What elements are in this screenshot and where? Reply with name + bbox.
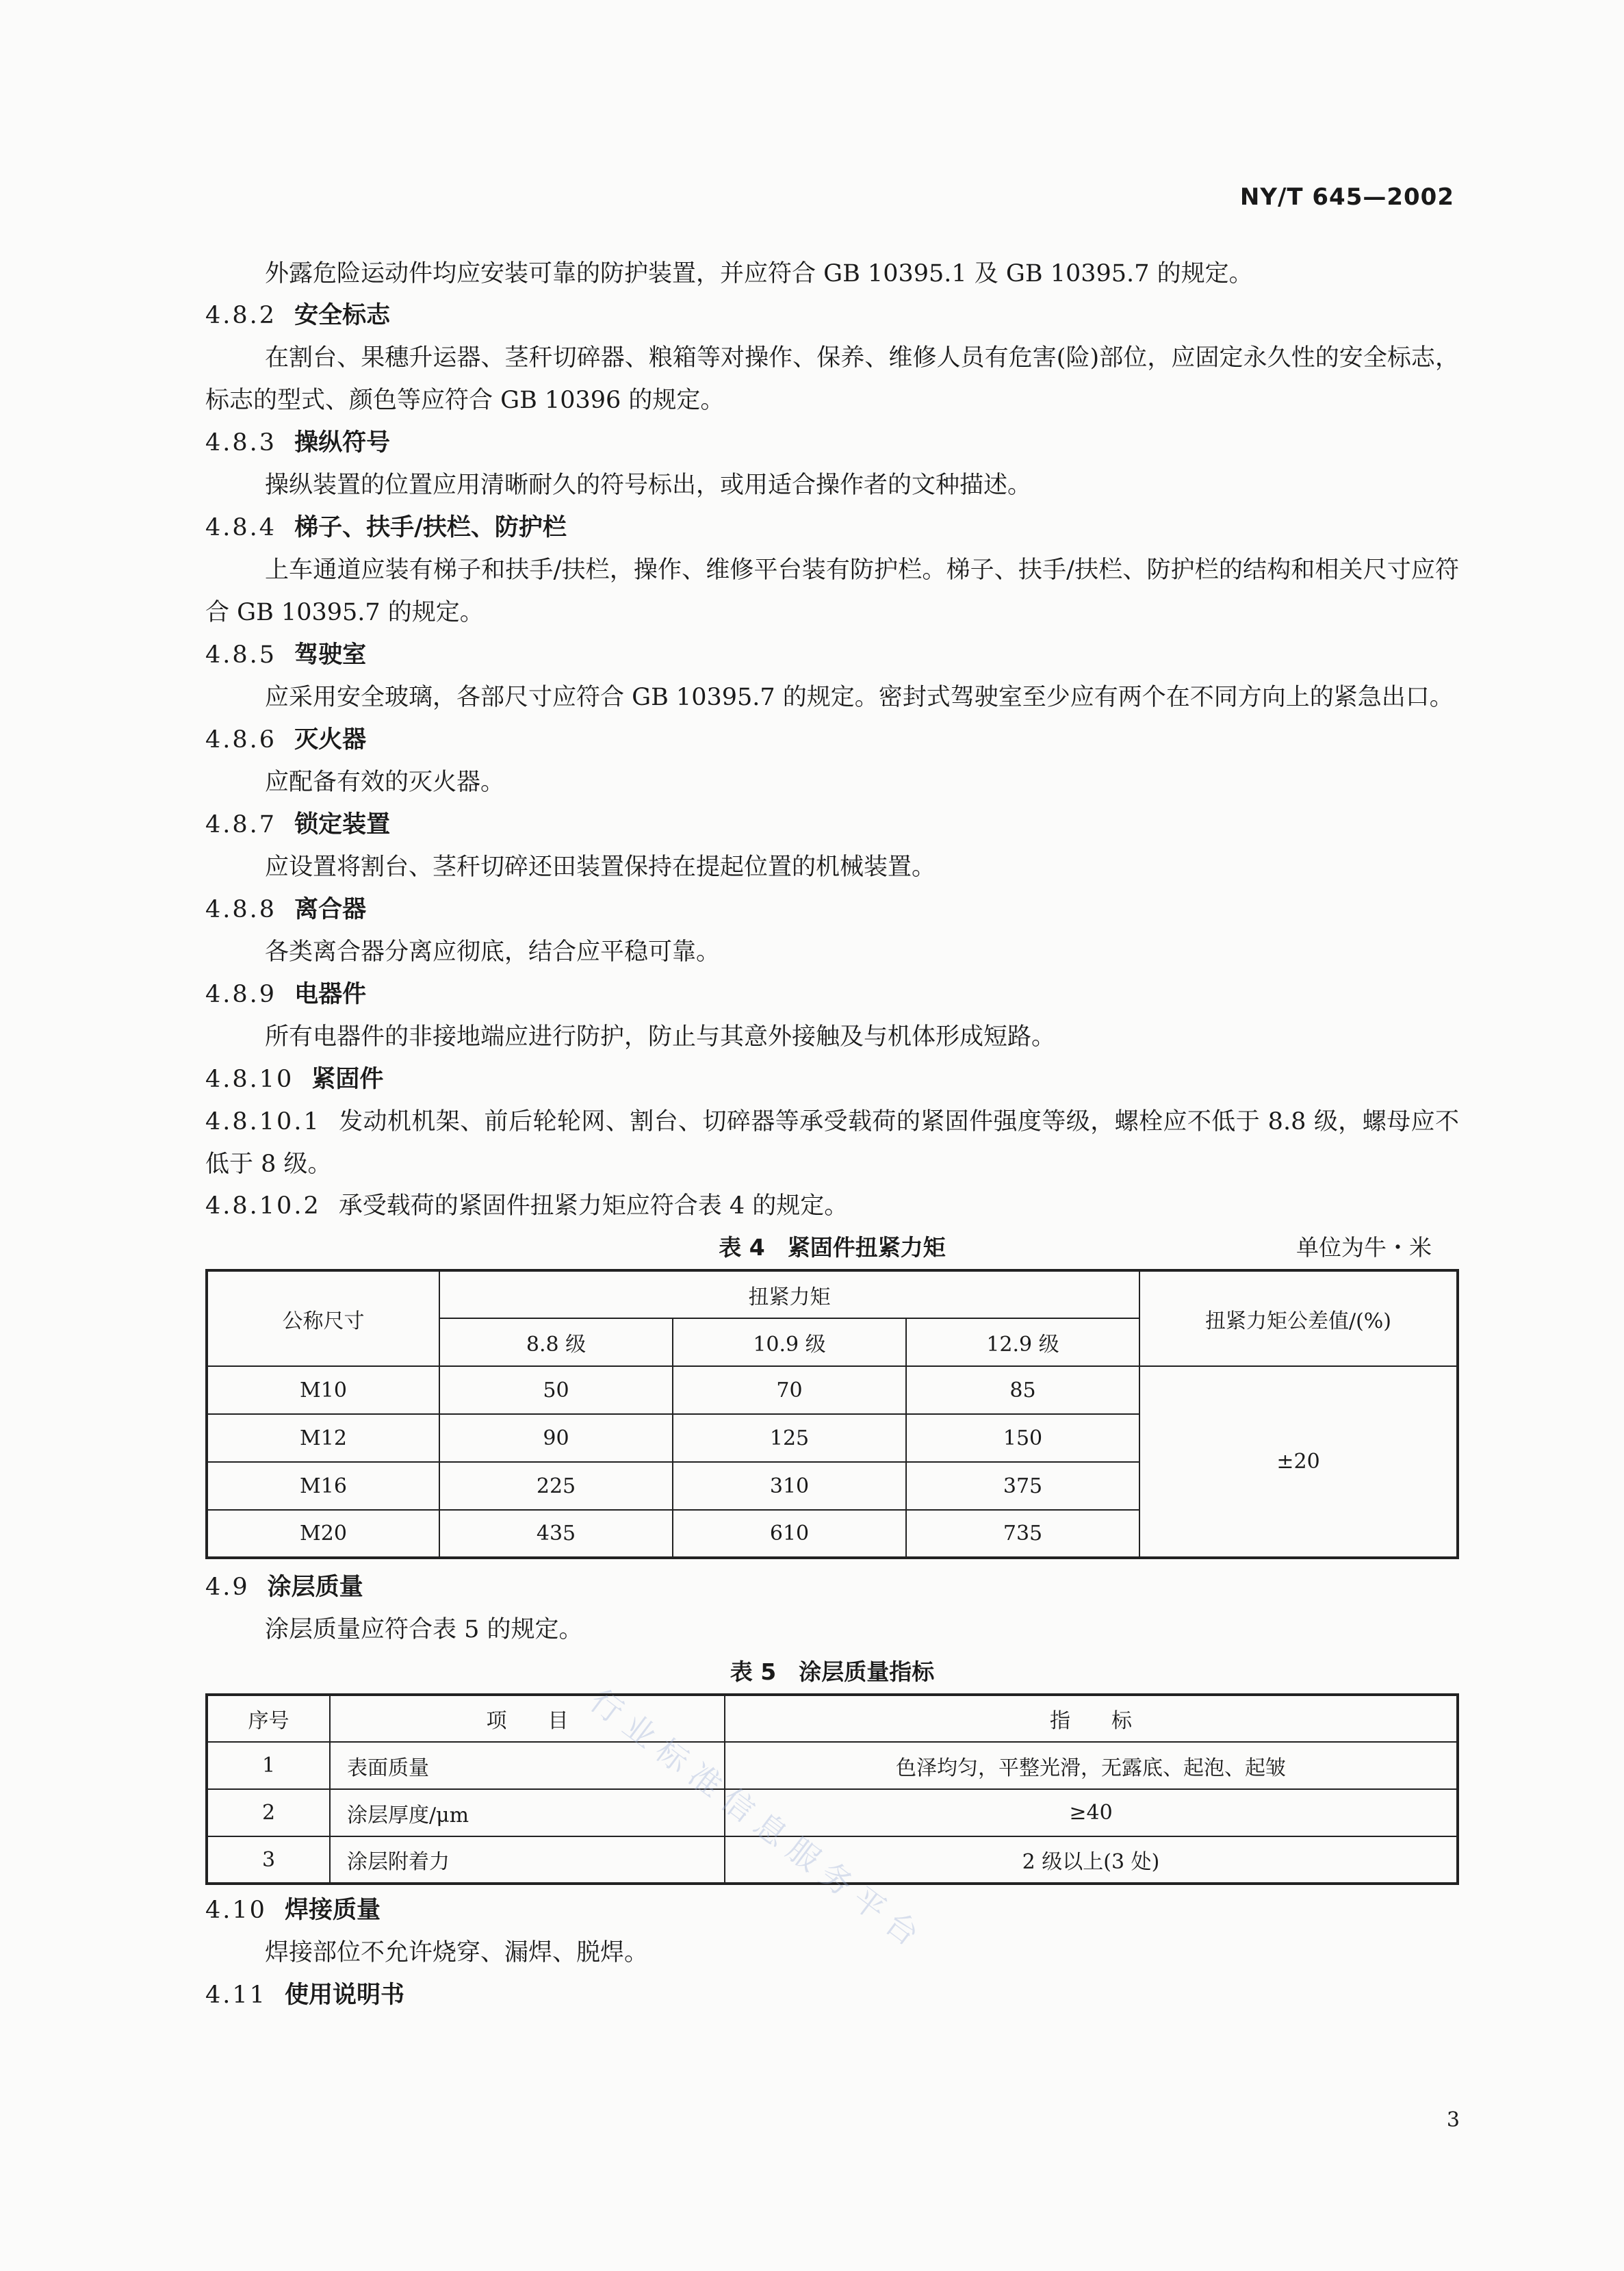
- table-row: [207, 1742, 1458, 1789]
- section-body: 承受载荷的紧固件扭紧力矩应符合表 4 的规定。: [338, 1192, 849, 1220]
- cell-index: ≥40: [725, 1789, 1458, 1836]
- cell-value: 310: [673, 1462, 906, 1510]
- section-number: 4.8.7: [205, 811, 277, 838]
- cell-index: 2 级以上(3 处): [725, 1836, 1458, 1884]
- section-4-8-6-heading: [205, 719, 1459, 761]
- table-4-unit: 单位为牛・米: [1296, 1234, 1432, 1261]
- cell-value: 125: [673, 1414, 906, 1462]
- cell-size: M16: [207, 1462, 439, 1510]
- intro-line: 外露危险运动件均应安装可靠的防护装置，并应符合 GB 10395.1 及 GB 10395.7 的规定。: [265, 260, 1253, 287]
- section-4-8-9-heading: [205, 973, 1459, 1016]
- section-title: 焊接质量: [284, 1897, 381, 1924]
- cell-value: 735: [906, 1510, 1139, 1558]
- section-number: 4.8.2: [205, 302, 277, 329]
- cell-size: M20: [207, 1510, 439, 1558]
- section-4-10-body: 焊接部位不允许烧穿、漏焊、脱焊。: [265, 1939, 649, 1966]
- section-title: 使用说明书: [284, 1981, 404, 2009]
- section-4-8-7-heading: [205, 804, 1459, 846]
- section-number: 4.8.10.1: [205, 1108, 321, 1136]
- section-4-8-8-body: 各类离合器分离应彻底，结合应平稳可靠。: [265, 938, 721, 966]
- section-number: 4.8.9: [205, 981, 277, 1008]
- section-number: 4.8.4: [205, 514, 277, 541]
- section-4-9-body: 涂层质量应符合表 5 的规定。: [265, 1616, 583, 1643]
- table-5-caption-row: [205, 1651, 1459, 1693]
- section-4-8-10-2: [205, 1185, 1459, 1227]
- table-4: [205, 1269, 1459, 1559]
- section-title: 灭火器: [294, 726, 367, 754]
- section-4-8-2-heading: [205, 294, 1459, 337]
- section-title: 离合器: [294, 896, 367, 923]
- section-number: 4.8.8: [205, 896, 277, 923]
- cell-size: M10: [207, 1366, 439, 1414]
- table-row: [207, 1366, 1458, 1414]
- cell-item: 表面质量: [330, 1742, 725, 1789]
- header-item: 项 目: [330, 1695, 725, 1742]
- section-4-8-5-body: 应采用安全玻璃，各部尺寸应符合 GB 10395.7 的规定。密封式驾驶室至少应有两个在不同方向上的紧急出口。: [265, 684, 1454, 711]
- document-body: [205, 253, 1459, 2016]
- cell-value: 150: [906, 1414, 1139, 1462]
- cell-value: 90: [439, 1414, 673, 1462]
- cell-tolerance: ±20: [1139, 1366, 1458, 1558]
- cell-number: 1: [207, 1742, 330, 1789]
- cell-value: 435: [439, 1510, 673, 1558]
- cell-size: M12: [207, 1414, 439, 1462]
- section-4-8-3-heading: [205, 422, 1459, 464]
- section-body: 发动机机架、前后轮轮网、割台、切碎器等承受载荷的紧固件强度等级，螺栓应不低于 8.8 级，螺母应不低于 8 级。: [205, 1108, 1459, 1178]
- cell-item: 涂层附着力: [330, 1836, 725, 1884]
- header-nominal-size: 公称尺寸: [207, 1270, 439, 1366]
- section-number: 4.8.5: [205, 641, 277, 669]
- section-title: 驾驶室: [294, 641, 367, 669]
- cell-value: 375: [906, 1462, 1139, 1510]
- cell-value: 50: [439, 1366, 673, 1414]
- section-number: 4.8.10.2: [205, 1192, 321, 1220]
- watermark: 行业标准信息服务平台: [583, 1682, 933, 1959]
- header-grade: 12.9 级: [906, 1318, 1139, 1366]
- section-number: 4.9: [205, 1574, 250, 1601]
- section-title: 紧固件: [311, 1066, 384, 1093]
- header-grade: 8.8 级: [439, 1318, 673, 1366]
- cell-number: 3: [207, 1836, 330, 1884]
- section-4-8-3-body: 操纵装置的位置应用清晰耐久的符号标出，或用适合操作者的文种描述。: [265, 472, 1032, 499]
- cell-number: 2: [207, 1789, 330, 1836]
- section-title: 电器件: [294, 981, 367, 1008]
- section-4-8-6-body: 应配备有效的灭火器。: [265, 769, 505, 796]
- cell-value: 225: [439, 1462, 673, 1510]
- section-4-8-10-heading: [205, 1058, 1459, 1101]
- section-number: 4.8.10: [205, 1066, 294, 1093]
- header-torque: 扭紧力矩: [439, 1270, 1139, 1318]
- table-4-caption: 表 4 紧固件扭紧力矩: [719, 1234, 946, 1261]
- section-number: 4.8.6: [205, 726, 277, 754]
- section-title: 梯子、扶手/扶栏、防护栏: [294, 514, 567, 541]
- cell-index: 色泽均匀，平整光滑，无露底、起泡、起皱: [725, 1742, 1458, 1789]
- section-4-8-8-heading: [205, 888, 1459, 931]
- standard-code: NY/T 645—2002: [1239, 183, 1454, 211]
- section-number: 4.11: [205, 1981, 267, 2009]
- section-4-8-5-heading: [205, 634, 1459, 676]
- section-title: 锁定装置: [294, 811, 391, 838]
- table-4-caption-row: [205, 1227, 1459, 1269]
- cell-value: 70: [673, 1366, 906, 1414]
- header-tolerance: 扭紧力矩公差值/(%): [1139, 1270, 1458, 1366]
- header-index: 指 标: [725, 1695, 1458, 1742]
- section-4-8-10-1: [205, 1101, 1459, 1185]
- section-title: 安全标志: [294, 302, 391, 329]
- section-number: 4.10: [205, 1897, 267, 1924]
- header-number: 序号: [207, 1695, 330, 1742]
- section-4-8-9-body: 所有电器件的非接地端应进行防护，防止与其意外接触及与机体形成短路。: [265, 1023, 1056, 1051]
- section-4-9-heading: [205, 1566, 1459, 1608]
- section-4-8-2-body: 在割台、果穗升运器、茎秆切碎器、粮箱等对操作、保养、维修人员有危害(险)部位，应固定永久性的安全标志，标志的型式、颜色等应符合 GB 10396 的规定。: [205, 344, 1459, 414]
- section-4-11-heading: [205, 1974, 1459, 2016]
- table-row: [207, 1789, 1458, 1836]
- section-title: 操纵符号: [294, 429, 391, 457]
- section-4-8-4-body: 上车通道应装有梯子和扶手/扶栏，操作、维修平台装有防护栏。梯子、扶手/扶栏、防护栏的结构和相关尺寸应符合 GB 10395.7 的规定。: [205, 556, 1459, 626]
- cell-value: 610: [673, 1510, 906, 1558]
- section-4-8-4-heading: [205, 506, 1459, 549]
- table-5-caption: 表 5 涂层质量指标: [730, 1658, 935, 1685]
- section-title: 涂层质量: [267, 1574, 363, 1601]
- section-4-8-7-body: 应设置将割台、茎秆切碎还田装置保持在提起位置的机械装置。: [265, 854, 936, 881]
- page-number: 3: [1446, 2108, 1460, 2132]
- cell-value: 85: [906, 1366, 1139, 1414]
- cell-item: 涂层厚度/μm: [330, 1789, 725, 1836]
- section-number: 4.8.3: [205, 429, 277, 457]
- header-grade: 10.9 级: [673, 1318, 906, 1366]
